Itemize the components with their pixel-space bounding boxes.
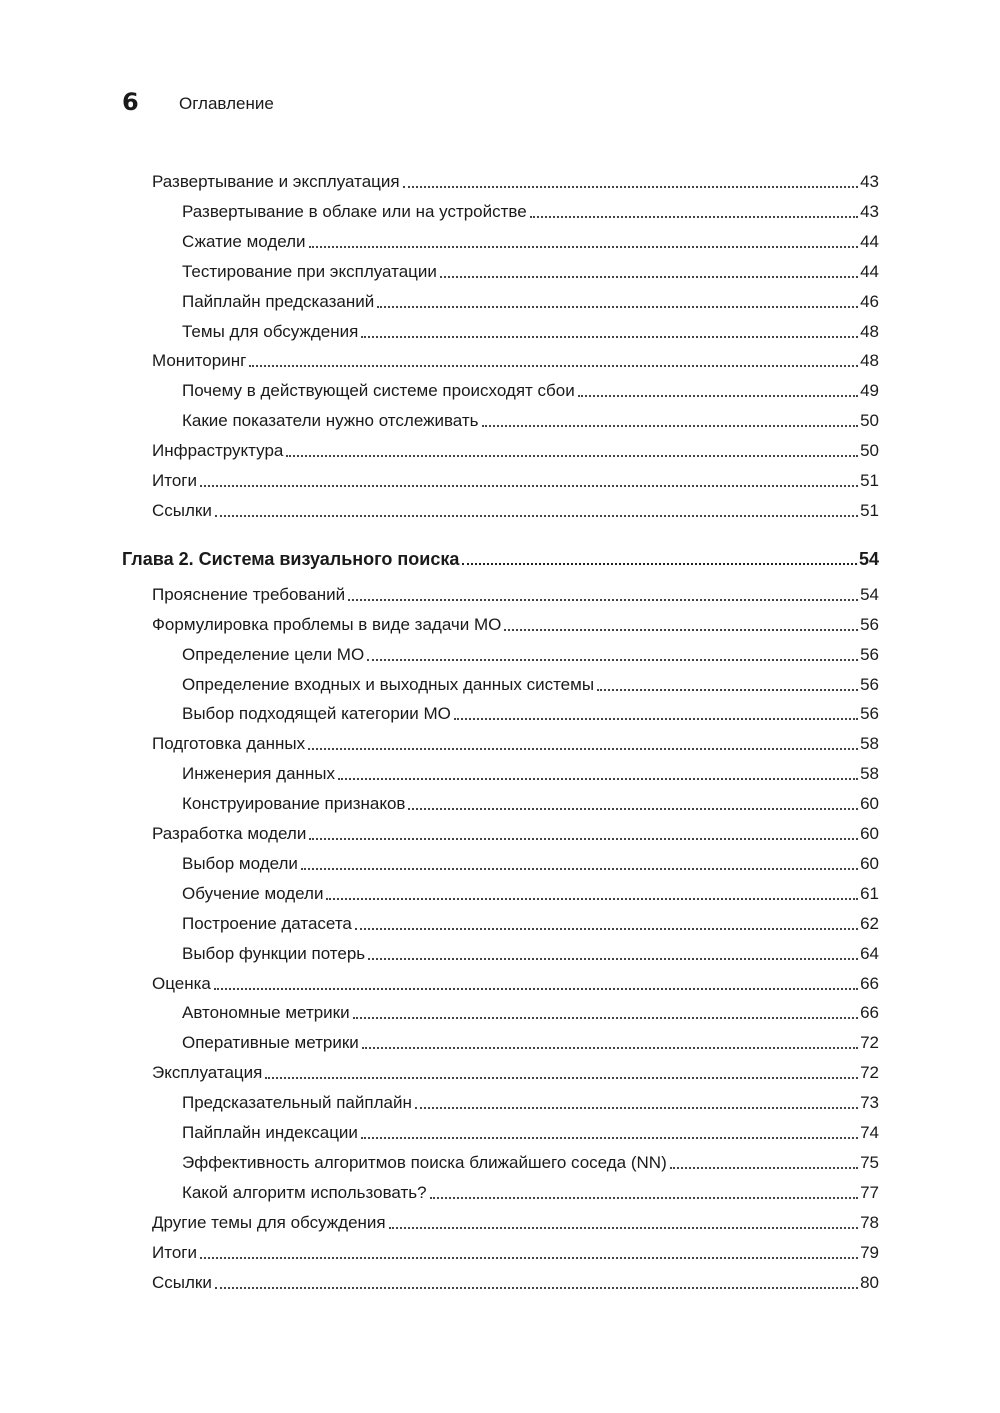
toc-entry-label: Обучение модели [182,883,324,903]
toc-entry [152,496,879,522]
toc-entry [152,580,879,606]
toc-entry [182,317,879,343]
toc-entry-label: Ссылки [152,500,212,520]
toc-entry-page: 48 [860,321,879,341]
toc-entry-page: 43 [860,172,879,191]
toc-entry-page: 66 [860,973,879,993]
toc-entry [182,789,879,815]
toc-entry-page: 54 [860,584,879,604]
toc-dot-leader [309,838,858,840]
toc-entry [152,1238,879,1264]
toc-entry-label: Какой алгоритм использовать? [182,1182,427,1202]
toc-entry-label: Оперативные метрики [182,1033,359,1053]
toc-entry-page: 49 [860,381,879,401]
toc-entry-page: 60 [860,824,879,843]
toc-entry-page: 54 [858,548,879,569]
toc-entry-page: 72 [860,1033,879,1053]
toc-entry-page: 60 [860,853,879,873]
toc-entry-label: Развертывание в облаке или на устройстве [182,201,527,221]
toc-chapter-heading [122,544,879,570]
toc-entry-page: 56 [860,704,879,724]
toc-entry-label: Итоги [152,471,197,490]
toc-dot-leader [286,455,858,457]
toc-entry-page: 80 [860,1272,879,1292]
toc-entry-label: Какие показатели нужно отслеживать [182,411,479,431]
toc-entry-label: Тестирование при эксплуатации [182,261,437,281]
toc-entry [182,1088,879,1114]
toc-dot-leader [670,1167,858,1169]
toc-dot-leader [482,425,859,427]
toc-entry [152,1058,879,1084]
toc-entry [152,729,879,755]
toc-entry [182,670,879,696]
toc-dot-leader [200,1257,858,1259]
toc-entry-label: Выбор подходящей категории МО [182,704,451,724]
toc-dot-leader [578,395,858,397]
toc-entry-label: Определение входных и выходных данных системы [182,674,595,694]
toc-entry [182,1028,879,1054]
toc-entry-page: 64 [860,943,879,963]
toc-dot-leader [338,778,858,780]
toc-dot-leader [440,276,858,278]
toc-entry [152,346,879,372]
toc-dot-leader [362,1047,858,1049]
toc-entry-label: Сжатие модели [182,231,306,251]
toc-dot-leader [355,928,858,930]
toc-entry-page: 62 [860,913,879,933]
toc-entry [152,819,879,845]
toc-dot-leader [430,1197,858,1199]
toc-entry [182,257,879,283]
toc-entry-page: 51 [860,471,879,490]
toc-entry-label: Инженерия данных [182,764,336,784]
toc-entry [182,998,879,1024]
toc-entry [152,436,879,462]
toc-dot-leader [308,748,858,750]
toc-entry-page: 77 [860,1182,879,1202]
toc-entry-page: 78 [860,1212,879,1232]
toc-entry-page: 43 [860,201,879,221]
toc-dot-leader [368,958,858,960]
toc-entry-page: 51 [860,500,879,520]
toc-entry [182,376,879,402]
toc-entry [182,759,879,785]
toc-entry-label: Другие темы для обсуждения [152,1212,386,1232]
toc-entry-page: 79 [860,1242,879,1262]
toc-entry [182,1118,879,1144]
toc-entry-page: 48 [860,351,879,371]
toc-entry-label: Пайплайн предсказаний [182,291,375,311]
toc-dot-leader [353,1017,858,1019]
toc-dot-leader [454,718,858,720]
toc-entry [152,969,879,995]
toc-entry-page: 58 [860,734,879,754]
toc-dot-leader [215,515,858,517]
toc-entry-page: 44 [860,261,879,281]
toc-entry [182,227,879,253]
running-title: Оглавление [179,94,274,113]
toc-entry-label: Определение цели МО [182,644,365,664]
toc-entry [182,197,879,223]
toc-entry [182,879,879,905]
toc-dot-leader [326,898,858,900]
toc-entry-label: Выбор модели [182,853,298,873]
toc-dot-leader [301,868,858,870]
toc-entry-page: 74 [860,1123,879,1142]
toc-entry [152,167,879,193]
toc-entry [152,610,879,636]
toc-entry-label: Глава 2. Система визуального поиска [122,548,460,569]
toc-dot-leader [214,988,858,990]
toc-dot-leader [215,1287,858,1289]
toc-entry-page: 50 [860,411,879,431]
toc-entry-label: Эффективность алгоритмов поиска ближайшего соседа (NN) [182,1152,667,1172]
toc-dot-leader [408,808,858,810]
toc-entry [182,1148,879,1174]
page-number: 6 [122,88,139,116]
toc-entry [182,939,879,965]
toc-entry [182,1178,879,1204]
toc-entry-label: Темы для обсуждения [182,321,359,341]
toc-dot-leader [265,1077,858,1079]
toc-entry-label: Почему в действующей системе происходят сбои [182,381,575,401]
toc-entry-page: 66 [860,1003,879,1023]
toc-entry [152,1208,879,1234]
toc-entry-label: Ссылки [152,1272,212,1292]
toc-entry-label: Пайплайн индексации [182,1123,358,1142]
toc-entry-label: Мониторинг [152,351,247,371]
toc-dot-leader [361,1137,858,1139]
toc-entry [182,287,879,313]
toc-entry-page: 56 [860,674,879,694]
toc-entry [182,699,879,725]
toc-entry-label: Подготовка данных [152,734,306,754]
toc-entry-page: 56 [860,614,879,634]
toc-dot-leader [597,689,858,691]
toc-entry-label: Эксплуатация [152,1063,263,1083]
toc-entry-label: Автономные метрики [182,1003,350,1023]
toc-entry-page: 72 [860,1063,879,1083]
toc-entry-label: Развертывание и эксплуатация [152,172,400,191]
toc-entry [182,406,879,432]
toc-entry [152,466,879,492]
toc-entry-page: 44 [860,231,879,251]
toc-entry-label: Конструирование признаков [182,794,406,814]
toc-dot-leader [504,629,858,631]
toc-entry-page: 75 [860,1152,879,1172]
toc-dot-leader [377,306,858,308]
toc-dot-leader [361,336,858,338]
toc-entry-label: Выбор функции потерь [182,943,366,963]
toc-entry-page: 58 [860,764,879,784]
toc-entry-label: Итоги [152,1242,197,1262]
toc-entry-label: Инфраструктура [152,441,284,461]
toc-entry-label: Предсказательный пайплайн [182,1093,412,1113]
toc-entry [182,909,879,935]
toc-dot-leader [348,599,858,601]
toc-dot-leader [403,186,858,188]
toc-entry [152,1268,879,1294]
toc-entry-page: 56 [860,644,879,664]
toc-dot-leader [415,1107,858,1109]
toc-entry-label: Построение датасета [182,913,352,933]
toc-entry-label: Формулировка проблемы в виде задачи МО [152,614,502,634]
toc-entry-page: 60 [860,794,879,814]
toc-dot-leader [462,563,857,565]
toc-entry-label: Оценка [152,973,211,993]
toc-dot-leader [309,246,859,248]
toc-dot-leader [389,1227,858,1229]
toc-dot-leader [200,485,858,487]
toc-dot-leader [367,659,858,661]
toc-entry-page: 73 [860,1093,879,1113]
toc-entry-page: 46 [860,291,879,311]
toc-entry-page: 50 [860,441,879,461]
toc-dot-leader [530,216,858,218]
toc-dot-leader [249,365,858,367]
toc-entry [182,849,879,875]
toc-entry [182,640,879,666]
toc-entry-label: Разработка модели [152,824,307,843]
toc-entry-label: Прояснение требований [152,584,346,604]
toc-entry-page: 61 [860,883,879,903]
